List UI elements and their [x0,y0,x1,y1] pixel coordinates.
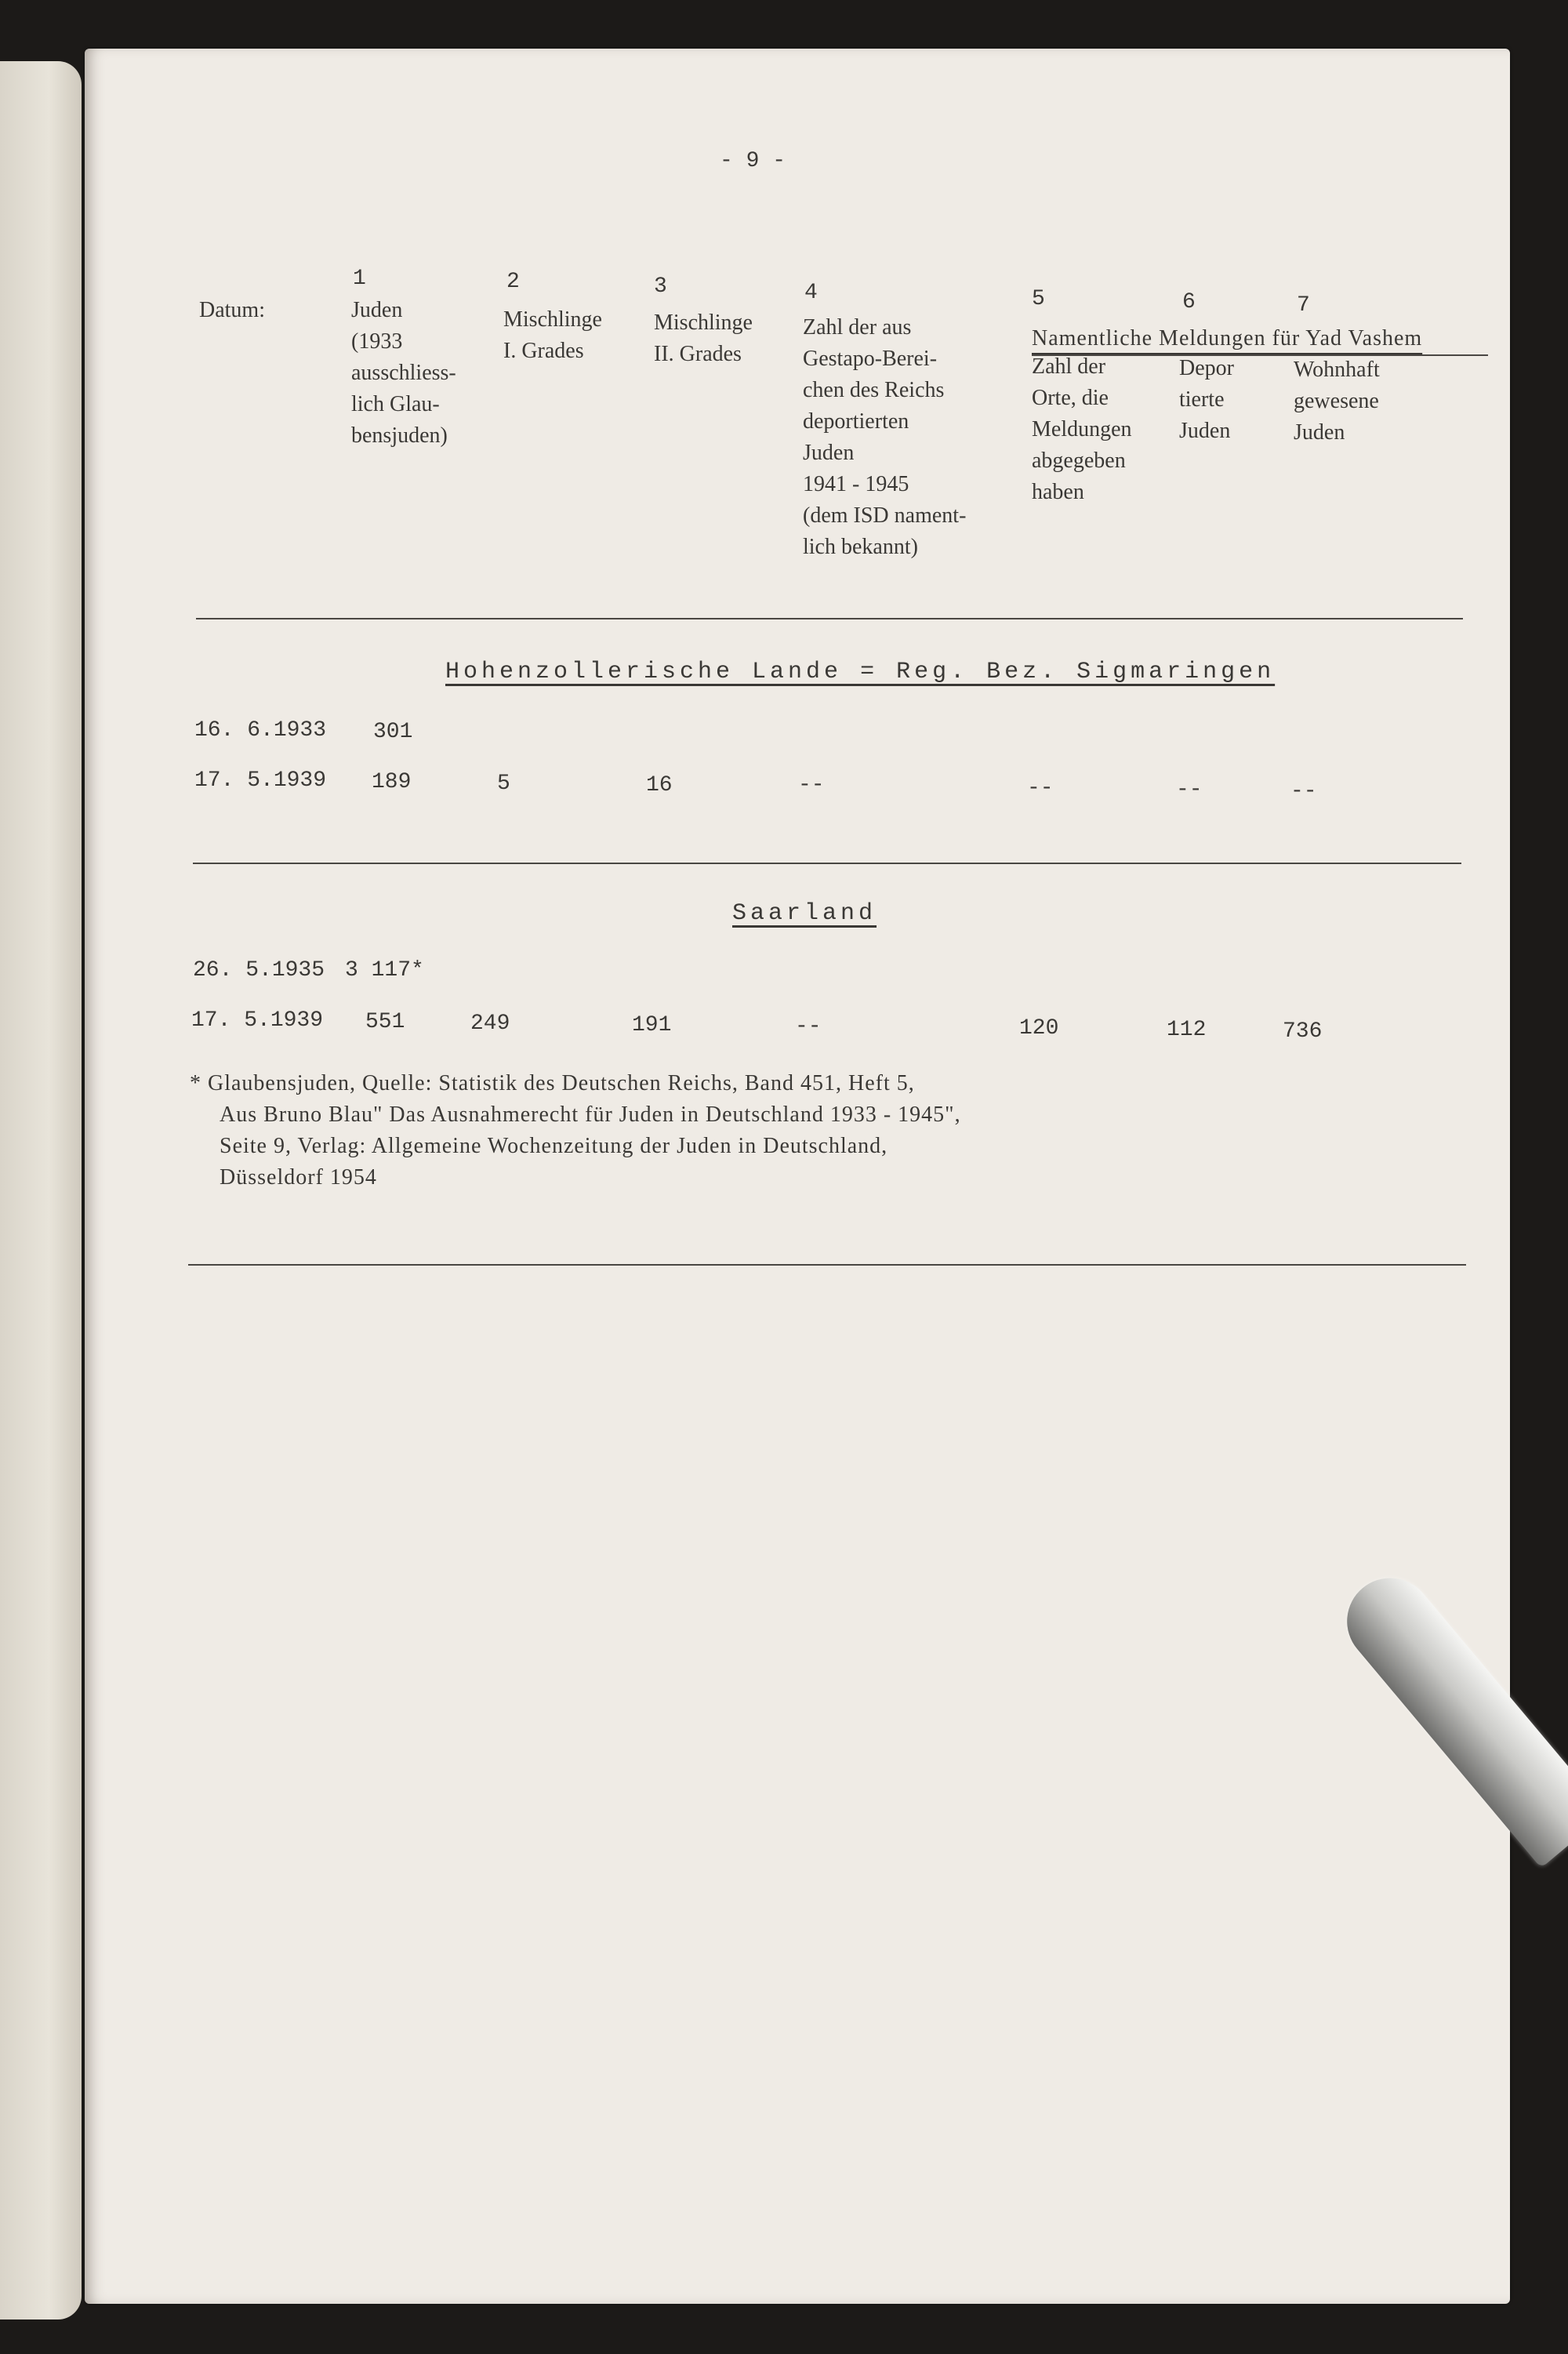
row-date: 17. 5.1939 [191,1008,324,1033]
cell-col7: 736 [1283,1019,1323,1044]
row-date: 16. 6.1933 [194,718,327,743]
row-date: 26. 5.1935 [193,958,325,983]
cell-col4: -- [798,773,825,797]
header-divider [196,618,1463,619]
yad-vashem-group-label: Namentliche Meldungen für Yad Vashem [1032,326,1423,351]
footnote-line: Aus Bruno Blau" Das Ausnahmerecht für Juden in Deutschland 1933 - 1945", [220,1103,961,1127]
cell-col6: 112 [1167,1018,1207,1042]
cell-col1: 189 [372,770,412,794]
bottom-divider [188,1264,1466,1266]
section-title-saarland: Saarland [732,900,877,927]
cell-col1: 3 117* [345,958,424,983]
col4-number: 4 [804,281,818,305]
cell-col5: 120 [1019,1016,1059,1041]
col3-number: 3 [654,274,667,299]
col3-heading: Mischlinge II. Grades [654,311,753,366]
row-date: 17. 5.1939 [194,768,327,793]
col4-heading: Zahl der aus Gestapo-Berei- chen des Reichs deportierten Juden 1941 - 1945 (dem ISD nament- lich bekannt) [803,315,967,559]
facing-page-edge [0,61,82,2319]
cell-col3: 16 [646,773,673,797]
col6-number: 6 [1182,290,1196,314]
col1-number: 1 [353,267,366,291]
page-number: - 9 - [720,149,786,173]
col2-number: 2 [506,270,520,294]
cell-col2: 249 [470,1012,510,1036]
col7-number: 7 [1297,293,1310,318]
cell-col1: 551 [365,1010,405,1034]
cell-col6: -- [1176,778,1203,802]
cell-col1: 301 [373,720,413,744]
cell-col3: 191 [632,1013,672,1037]
footnote-line: Seite 9, Verlag: Allgemeine Wochenzeitung der Juden in Deutschland, [220,1134,888,1158]
col6-heading: Depor tierte Juden [1179,356,1234,443]
col1-heading: Juden (1933 ausschliess- lich Glau- bensjuden) [351,298,456,448]
col5-number: 5 [1032,287,1045,311]
cell-col4: -- [795,1015,822,1039]
cell-col7: -- [1290,779,1317,804]
section-divider [193,863,1461,864]
footnote [190,1068,961,1193]
datum-label: Datum: [199,298,265,322]
cell-col5: -- [1027,776,1054,801]
cell-col2: 5 [497,772,510,796]
col2-heading: Mischlinge I. Grades [503,307,602,363]
col5-heading: Zahl der Orte, die Meldungen abgegeben haben [1032,354,1132,504]
footnote-line: Düsseldorf 1954 [220,1165,377,1190]
section-title-hohenzollern: Hohenzollerische Lande = Reg. Bez. Sigmaringen [445,659,1276,685]
footnote-line: * Glaubensjuden, Quelle: Statistik des Deutschen Reichs, Band 451, Heft 5, [190,1071,915,1095]
col7-heading: Wohnhaft gewesene Juden [1294,358,1380,445]
